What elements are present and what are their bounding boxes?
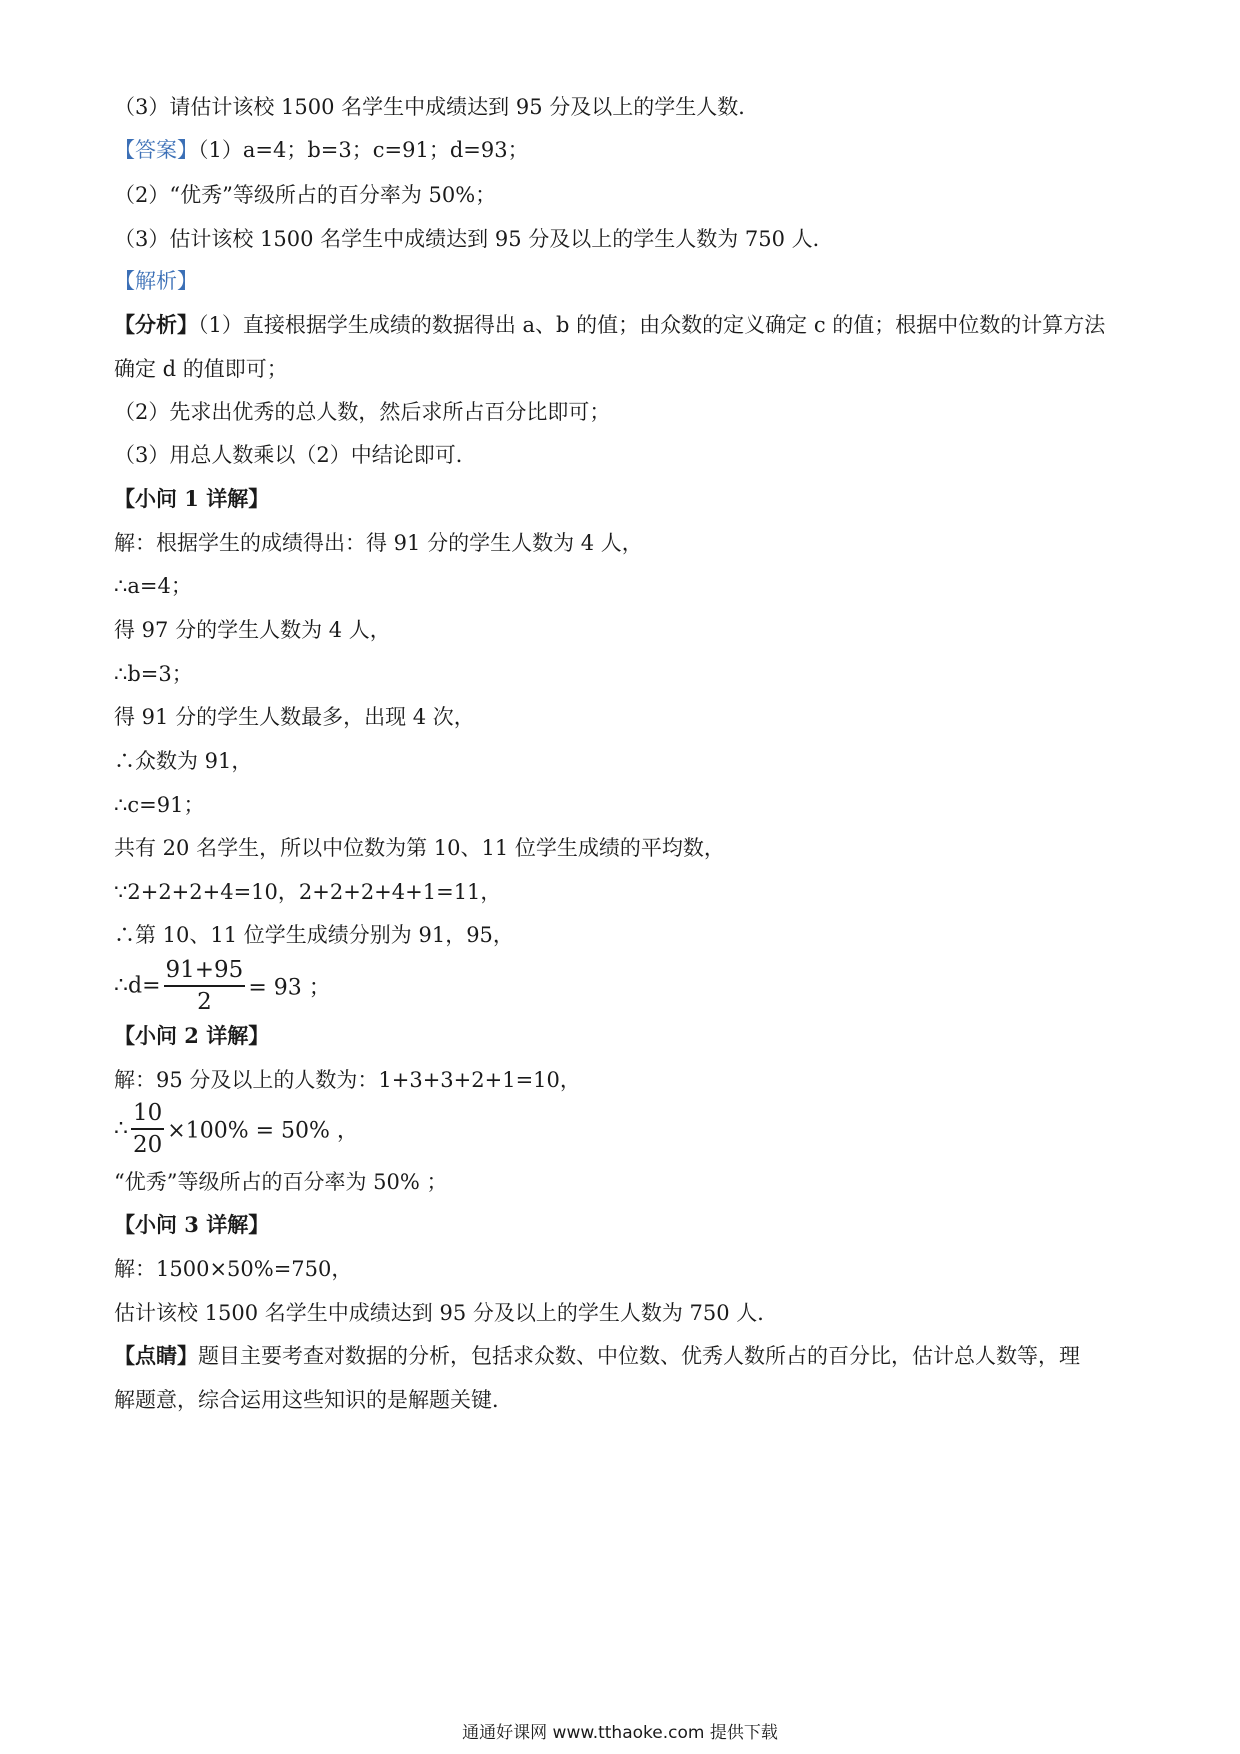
dianjing-line-2: 解题意，综合运用这些知识的是解题关键． xyxy=(114,1388,513,1412)
percent-equation xyxy=(114,1098,359,1160)
fraction-numerator: 91+95 xyxy=(164,955,246,987)
fraction-numerator: 10 xyxy=(131,1098,164,1130)
part1-line: ∴a=4； xyxy=(114,574,192,598)
part2-line-1: 解：95 分及以上的人数为：1+3+3+2+1=10， xyxy=(114,1068,581,1092)
part1-line: ∴c=91； xyxy=(114,793,205,817)
part1-line: ∴众数为 91， xyxy=(114,749,253,773)
answer-line-3: （3）估计该校 1500 名学生中成绩达到 95 分及以上的学生人数为 750 人． xyxy=(114,227,834,251)
answer-line-1 xyxy=(114,135,1140,165)
median-equation xyxy=(114,955,331,1017)
eq-prefix: ∴d= xyxy=(114,973,161,999)
dianjing-tag: 【点睛】 xyxy=(114,1343,198,1368)
fenxi-line-2: 确定 d 的值即可； xyxy=(114,357,288,381)
answer-text-1: （1）a=4；b=3；c=91；d=93； xyxy=(198,138,529,162)
fenxi-line-3: （2）先求出优秀的总人数，然后求所占百分比即可； xyxy=(114,400,611,424)
fraction-denominator: 2 xyxy=(197,989,212,1015)
analysis-tag: 【解析】 xyxy=(114,269,198,293)
fenxi-line-4: （3）用总人数乘以（2）中结论即可． xyxy=(114,443,477,467)
fenxi-tag: 【分析】 xyxy=(114,312,198,337)
answer-tag: 【答案】 xyxy=(114,138,198,162)
part1-line: ∴第 10、11 位学生成绩分别为 91，95， xyxy=(114,923,514,947)
part1-line: ∴b=3； xyxy=(114,662,193,686)
part1-line: 解：根据学生的成绩得出：得 91 分的学生人数为 4 人， xyxy=(114,531,643,555)
part1-line: 共有 20 名学生，所以中位数为第 10、11 位学生成绩的平均数， xyxy=(114,836,725,860)
part3-title: 【小问 3 详解】 xyxy=(114,1212,270,1237)
fraction xyxy=(164,955,246,1017)
eq-prefix: ∴ xyxy=(114,1116,128,1142)
part1-line: 得 97 分的学生人数为 4 人， xyxy=(114,618,391,642)
fraction-denominator: 20 xyxy=(133,1132,163,1158)
fenxi-line-1 xyxy=(114,310,1140,340)
eq-suffix: ×100% = 50% ， xyxy=(167,1118,359,1144)
part2-line-2: “优秀”等级所占的百分率为 50% ； xyxy=(114,1170,448,1194)
dianjing-line-1 xyxy=(114,1341,1140,1371)
dianjing-text-1: 题目主要考查对数据的分析，包括求众数、中位数、优秀人数所占的百分比，估计总人数等，理 xyxy=(198,1344,1080,1368)
eq-suffix: = 93 ； xyxy=(248,975,331,1001)
part1-line: 得 91 分的学生人数最多，出现 4 次， xyxy=(114,705,475,729)
part3-line-2: 估计该校 1500 名学生中成绩达到 95 分及以上的学生人数为 750 人． xyxy=(114,1301,779,1325)
part1-line: ∵2+2+2+4=10，2+2+2+4+1=11， xyxy=(114,880,502,904)
answer-line-2: （2）“优秀”等级所占的百分率为 50%； xyxy=(114,183,497,207)
part2-title: 【小问 2 详解】 xyxy=(114,1023,270,1048)
fenxi-text-1: （1）直接根据学生成绩的数据得出 a、b 的值；由众数的定义确定 c 的值；根据中位数的计算方法 xyxy=(198,313,1106,337)
footer-watermark: 通通好课网 www.tthaoke.com 提供下载 xyxy=(462,1723,778,1743)
part3-line-1: 解：1500×50%=750， xyxy=(114,1257,353,1281)
part1-title: 【小问 1 详解】 xyxy=(114,486,270,511)
fraction xyxy=(131,1098,164,1160)
question-3: （3）请估计该校 1500 名学生中成绩达到 95 分及以上的学生人数． xyxy=(114,95,760,119)
